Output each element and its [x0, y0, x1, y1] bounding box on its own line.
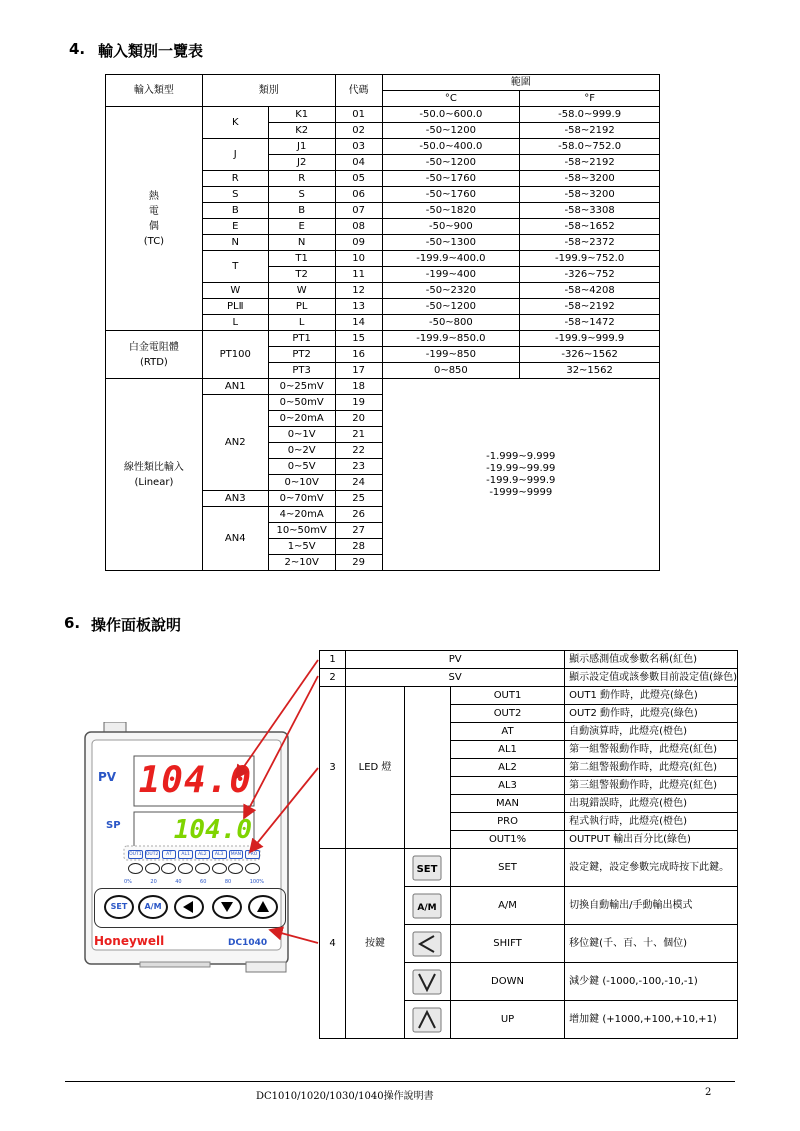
- subcategory-cell: R: [268, 171, 335, 187]
- category-cell: N: [202, 235, 268, 251]
- key-description: 切換自動輸出/手動輸出模式: [565, 887, 738, 925]
- code-cell: 27: [335, 523, 382, 539]
- subcategory-cell: N: [268, 235, 335, 251]
- scale-tick-label: 40: [175, 879, 182, 885]
- subcategory-cell: K2: [268, 123, 335, 139]
- category-cell: T: [202, 251, 268, 283]
- key-row: [320, 849, 738, 887]
- code-cell: 17: [335, 363, 382, 379]
- category-cell: L: [202, 315, 268, 331]
- led-indicator: AL1: [178, 850, 193, 859]
- subcategory-cell: L: [268, 315, 335, 331]
- led-name: AL2: [450, 759, 564, 777]
- group-label-line: (Linear): [134, 476, 174, 488]
- code-cell: 22: [335, 443, 382, 459]
- code-cell: 05: [335, 171, 382, 187]
- shift-key-icon: [404, 925, 450, 963]
- fahrenheit-range-cell: -58.0~752.0: [520, 139, 660, 155]
- item-name: LED 燈: [346, 687, 405, 849]
- fahrenheit-range-cell: -58~1652: [520, 219, 660, 235]
- code-cell: 29: [335, 555, 382, 571]
- code-cell: 24: [335, 475, 382, 491]
- celsius-range-cell: -50~1820: [382, 203, 520, 219]
- code-cell: 07: [335, 203, 382, 219]
- key-description: 增加鍵 (+1000,+100,+10,+1): [565, 1001, 738, 1039]
- fahrenheit-range-cell: -199.9~999.9: [520, 331, 660, 347]
- led-description: OUT1 動作時，此燈亮(綠色): [565, 687, 738, 705]
- code-cell: 25: [335, 491, 382, 507]
- down-key-icon: [404, 963, 450, 1001]
- pv-display: 104.0: [138, 760, 252, 801]
- panel-row: [320, 651, 738, 669]
- celsius-range-cell: -199.9~400.0: [382, 251, 520, 267]
- key-description: 移位鍵(千、百、十、個位): [565, 925, 738, 963]
- celsius-range-cell: -50~1300: [382, 235, 520, 251]
- led-name: AT: [450, 723, 564, 741]
- celsius-range-cell: -50~2320: [382, 283, 520, 299]
- code-cell: 13: [335, 299, 382, 315]
- celsius-range-cell: -50.0~600.0: [382, 107, 520, 123]
- code-cell: 09: [335, 235, 382, 251]
- linear-range-line: -199.9~999.9: [486, 474, 556, 486]
- code-cell: 12: [335, 283, 382, 299]
- led-name: AL1: [450, 741, 564, 759]
- item-name: PV: [346, 651, 565, 669]
- celsius-range-cell: 0~850: [382, 363, 520, 379]
- led-name: AL3: [450, 777, 564, 795]
- set-button[interactable]: SET: [104, 895, 134, 919]
- subcategory-cell: 10~50mV: [268, 523, 335, 539]
- subcategory-cell: T1: [268, 251, 335, 267]
- subcategory-cell: PT3: [268, 363, 335, 379]
- arrow-4: [270, 930, 318, 943]
- category-cell: W: [202, 283, 268, 299]
- subcategory-cell: B: [268, 203, 335, 219]
- section4-title: 輸入類別一覽表: [98, 42, 204, 60]
- item-name: SV: [346, 669, 565, 687]
- header-type: 輸入類型: [106, 75, 203, 107]
- scale-tick-label: 0%: [124, 879, 132, 885]
- code-cell: 14: [335, 315, 382, 331]
- fahrenheit-range-cell: -58~2372: [520, 235, 660, 251]
- celsius-range-cell: -50~1200: [382, 299, 520, 315]
- subcategory-cell: 0~2V: [268, 443, 335, 459]
- group-label-line: (TC): [143, 235, 165, 247]
- category-cell: AN1: [202, 379, 268, 395]
- led-indicator: OUT1: [129, 852, 142, 857]
- arrow-3: [250, 768, 318, 852]
- led-description: 第一組警報動作時，此燈亮(紅色): [565, 741, 738, 759]
- model-label: DC1040: [228, 938, 268, 948]
- code-cell: 28: [335, 539, 382, 555]
- subcategory-cell: 0~1V: [268, 427, 335, 443]
- scale-tick-label: 20: [150, 879, 157, 885]
- led-indicator: AL2: [195, 850, 210, 859]
- code-cell: 23: [335, 459, 382, 475]
- category-cell: E: [202, 219, 268, 235]
- subcategory-cell: 0~5V: [268, 459, 335, 475]
- fahrenheit-range-cell: -58~3308: [520, 203, 660, 219]
- subcategory-cell: 2~10V: [268, 555, 335, 571]
- scale-tick-label: 60: [200, 879, 207, 885]
- subcategory-cell: T2: [268, 267, 335, 283]
- item-number: 4: [320, 849, 346, 1039]
- item-number: 1: [320, 651, 346, 669]
- key-description: 減少鍵 (-1000,-100,-10,-1): [565, 963, 738, 1001]
- fahrenheit-range-cell: -58~3200: [520, 171, 660, 187]
- led-indicator: MAN: [229, 850, 244, 859]
- celsius-range-cell: -199.9~850.0: [382, 331, 520, 347]
- code-cell: 15: [335, 331, 382, 347]
- subcategory-cell: PL: [268, 299, 335, 315]
- code-cell: 10: [335, 251, 382, 267]
- scale-tick-label: 80: [224, 879, 232, 885]
- subcategory-cell: 4~20mA: [268, 507, 335, 523]
- category-cell: PLⅡ: [202, 299, 268, 315]
- key-name: A/M: [450, 887, 564, 925]
- led-description: 出現錯誤時，此燈亮(橙色): [565, 795, 738, 813]
- panel-row: [320, 669, 738, 687]
- group-label-line: 偶: [148, 220, 159, 232]
- group-label-line: 熱: [148, 190, 159, 202]
- fahrenheit-range-cell: -58~1472: [520, 315, 660, 331]
- category-cell: J: [202, 139, 268, 171]
- header-category: 類別: [202, 75, 335, 107]
- header-fahrenheit: °F: [520, 91, 660, 107]
- led-name: OUT2: [450, 705, 564, 723]
- linear-range-line: -1.999~9.999: [486, 450, 556, 462]
- subcategory-cell: J1: [268, 139, 335, 155]
- brand-logo: Honeywell: [94, 934, 165, 948]
- linear-range-line: -19.99~99.99: [486, 462, 556, 474]
- sp-display: 104.0: [173, 815, 252, 845]
- group-label-line: 白金電阻體: [128, 341, 179, 353]
- subcategory-cell: J2: [268, 155, 335, 171]
- sp-label: SP: [106, 820, 121, 831]
- led-description: 自動演算時，此燈亮(橙色): [565, 723, 738, 741]
- section6-number: 6.: [64, 614, 81, 632]
- code-cell: 19: [335, 395, 382, 411]
- subcategory-cell: 0~10V: [268, 475, 335, 491]
- category-cell: AN2: [202, 395, 268, 491]
- footer-title: DC1010/1020/1030/1040操作說明書: [256, 1091, 434, 1102]
- code-cell: 11: [335, 267, 382, 283]
- header-range: 範圍: [382, 75, 659, 91]
- led-name: OUT1%: [450, 831, 564, 849]
- key-name: DOWN: [450, 963, 564, 1001]
- category-cell: PT100: [202, 331, 268, 379]
- celsius-range-cell: -50~1200: [382, 155, 520, 171]
- group-label-line: 電: [148, 205, 159, 217]
- subcategory-cell: K1: [268, 107, 335, 123]
- celsius-range-cell: -50~1760: [382, 171, 520, 187]
- code-cell: 06: [335, 187, 382, 203]
- item-number: 3: [320, 687, 346, 849]
- subcategory-cell: E: [268, 219, 335, 235]
- category-cell: AN4: [202, 507, 268, 571]
- celsius-range-cell: -50~900: [382, 219, 520, 235]
- header-celsius: °C: [382, 91, 520, 107]
- category-cell: S: [202, 187, 268, 203]
- fahrenheit-range-cell: -58~2192: [520, 299, 660, 315]
- fahrenheit-range-cell: -58~4208: [520, 283, 660, 299]
- code-cell: 08: [335, 219, 382, 235]
- arrow-1: [236, 660, 318, 778]
- led-row: [320, 687, 738, 705]
- group-label-line: 線性類比輸入: [123, 461, 184, 473]
- led-indicator: AT: [162, 850, 177, 859]
- scale-tick-label: 100%: [249, 879, 264, 885]
- subcategory-cell: PT2: [268, 347, 335, 363]
- page-number: 2: [705, 1087, 712, 1098]
- key-name: SET: [450, 849, 564, 887]
- led-indicator: AL3: [212, 850, 227, 859]
- fahrenheit-range-cell: -199.9~752.0: [520, 251, 660, 267]
- led-description: 程式執行時，此燈亮(橙色): [565, 813, 738, 831]
- category-cell: K: [202, 107, 268, 139]
- led-description: OUT2 動作時，此燈亮(綠色): [565, 705, 738, 723]
- key-name: SHIFT: [450, 925, 564, 963]
- led-description: OUTPUT 輸出百分比(綠色): [565, 831, 738, 849]
- up-key-icon: [404, 1001, 450, 1039]
- header-code: 代碼: [335, 75, 382, 107]
- celsius-range-cell: -50.0~400.0: [382, 139, 520, 155]
- category-cell: R: [202, 171, 268, 187]
- subcategory-cell: 1~5V: [268, 539, 335, 555]
- pv-label: PV: [98, 770, 117, 784]
- svg-text:SET: SET: [416, 863, 438, 875]
- svg-text:A/M: A/M: [417, 902, 438, 913]
- footer-rule: [65, 1081, 735, 1082]
- key-name: UP: [450, 1001, 564, 1039]
- led-name: PRO: [450, 813, 564, 831]
- code-cell: 16: [335, 347, 382, 363]
- subcategory-cell: PT1: [268, 331, 335, 347]
- am-key-icon: [404, 887, 450, 925]
- subcategory-cell: W: [268, 283, 335, 299]
- category-cell: B: [202, 203, 268, 219]
- item-description: 顯示設定值或該參數目前設定值(綠色): [565, 669, 738, 687]
- code-cell: 18: [335, 379, 382, 395]
- code-cell: 01: [335, 107, 382, 123]
- section6-title: 操作面板說明: [91, 616, 182, 634]
- fahrenheit-range-cell: -58~2192: [520, 123, 660, 139]
- code-cell: 04: [335, 155, 382, 171]
- fahrenheit-range-cell: -58.0~999.9: [520, 107, 660, 123]
- subcategory-cell: 0~70mV: [268, 491, 335, 507]
- celsius-range-cell: -199~400: [382, 267, 520, 283]
- arrow-2: [244, 676, 318, 818]
- led-indicator: PRO: [245, 850, 260, 859]
- am-button[interactable]: A/M: [138, 895, 168, 919]
- celsius-range-cell: -50~1200: [382, 123, 520, 139]
- code-cell: 02: [335, 123, 382, 139]
- led-description: 第三組警報動作時，此燈亮(紅色): [565, 777, 738, 795]
- group-label-line: (RTD): [140, 356, 168, 368]
- item-description: 顯示感測值或參數名稱(紅色): [565, 651, 738, 669]
- code-cell: 21: [335, 427, 382, 443]
- led-indicator: OUT2: [145, 852, 159, 857]
- code-cell: 20: [335, 411, 382, 427]
- subcategory-cell: 0~50mV: [268, 395, 335, 411]
- fahrenheit-range-cell: -326~1562: [520, 347, 660, 363]
- subcategory-cell: 0~25mV: [268, 379, 335, 395]
- led-name: MAN: [450, 795, 564, 813]
- set-key-icon: [404, 849, 450, 887]
- code-cell: 26: [335, 507, 382, 523]
- subcategory-cell: 0~20mA: [268, 411, 335, 427]
- fahrenheit-range-cell: -58~2192: [520, 155, 660, 171]
- linear-range-line: -1999~9999: [489, 486, 553, 498]
- fahrenheit-range-cell: -326~752: [520, 267, 660, 283]
- item-name: 按鍵: [346, 849, 405, 1039]
- fahrenheit-range-cell: 32~1562: [520, 363, 660, 379]
- fahrenheit-range-cell: -58~3200: [520, 187, 660, 203]
- led-blank-cell: [404, 687, 450, 849]
- led-description: 第二組警報動作時，此燈亮(紅色): [565, 759, 738, 777]
- item-number: 2: [320, 669, 346, 687]
- section4-number: 4.: [69, 40, 86, 58]
- category-cell: AN3: [202, 491, 268, 507]
- subcategory-cell: S: [268, 187, 335, 203]
- code-cell: 03: [335, 139, 382, 155]
- celsius-range-cell: -199~850: [382, 347, 520, 363]
- celsius-range-cell: -50~800: [382, 315, 520, 331]
- key-description: 設定鍵，設定參數完成時按下此鍵。: [565, 849, 738, 887]
- celsius-range-cell: -50~1760: [382, 187, 520, 203]
- panel-description-table: [319, 650, 738, 1039]
- led-name: OUT1: [450, 687, 564, 705]
